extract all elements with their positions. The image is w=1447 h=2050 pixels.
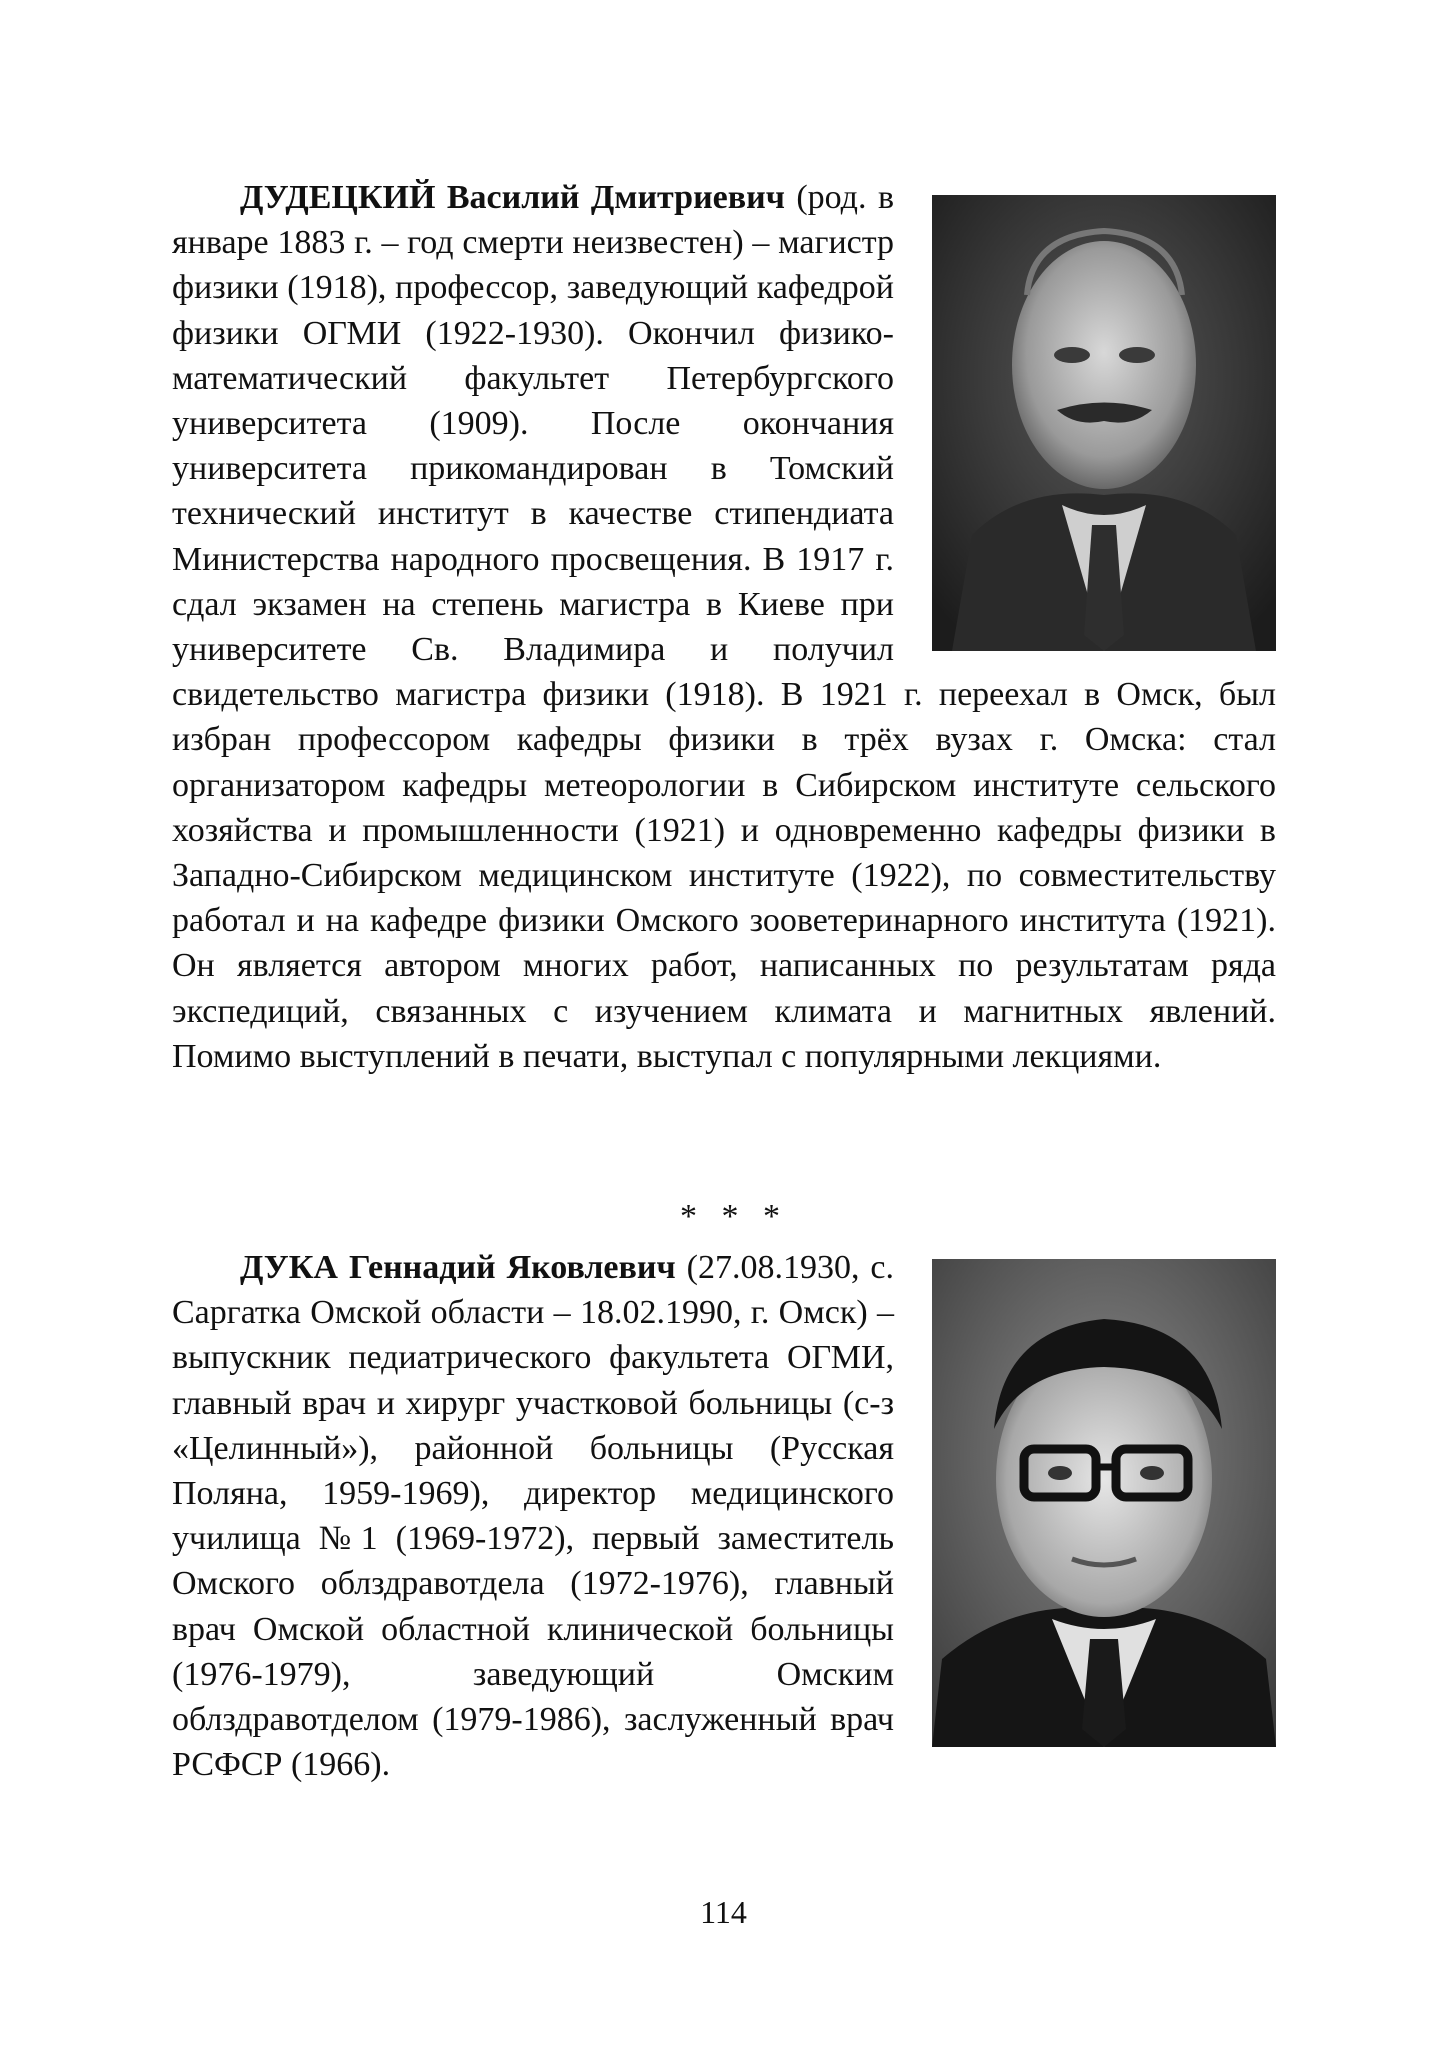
entry-body-text: (род. в январе 1883 г. – год смерти неизвестен) – магистр физики (1918), профессор, заведующий кафедрой физики ОГМИ (1922-1930). Окончил физико-математический факультет Петербургского университета (1909). После окончания университета прикомандирован в Томский технический институт в качестве стипендиата Министерства народного просвещения. В 1917 г. сдал экзамен на степень магистра в Киеве при университете Св. Владимира и получил свидетельство магистра физики (1918). В 1921 г. переехал в Омск, был избран профессором кафедры физики в трёх вузах г. Омска: стал организатором кафедры метеорологии в Сибирском институте сельского хозяйства и промышленности (1921) и одновременно кафедры физики в Западно-Сибирском медицинском институте (1922), по совместительству работал и на кафедре физики Омского зооветеринарного института (1921). Он является автором многих работ, написанных по результатам ряда экспедиций, связанных с изучением климата и магнитных явлений. Помимо выступлений в печати, выступал с популярными лекциями. [172, 179, 1276, 1075]
portrait-photo-duka [932, 1259, 1276, 1747]
entry-surname: ДУДЕЦКИЙ [240, 179, 436, 216]
entry-given-names: Геннадий Яковлевич [348, 1249, 676, 1286]
biography-entry-dudetsky [172, 175, 1276, 1079]
page-number: 114 [700, 1894, 747, 1930]
entry-surname: ДУКА [240, 1249, 338, 1286]
portrait-photo-dudetsky [932, 195, 1276, 651]
entry-body-text: (27.08.1930, с. Саргатка Омской области – 18.02.1990, г. Омск) – выпускник педиатрического факультета ОГМИ, главный врач и хирург участковой больницы (с-з «Целинный»), районной больницы (Русская Поляна, 1959-1969), директор медицинского училища №1 (1969-1972), первый заместитель Омского облздравотдела (1972-1976), главный врач Омской областной клинической больницы (1976-1979), заведующий Омским облздравотделом (1979-1986), заслуженный врач РСФСР (1966). [172, 1249, 895, 1784]
biography-entry-duka [172, 1245, 1276, 1787]
entry-given-names: Василий Дмитриевич [446, 179, 785, 216]
entry-separator: * * * [680, 1198, 788, 1235]
